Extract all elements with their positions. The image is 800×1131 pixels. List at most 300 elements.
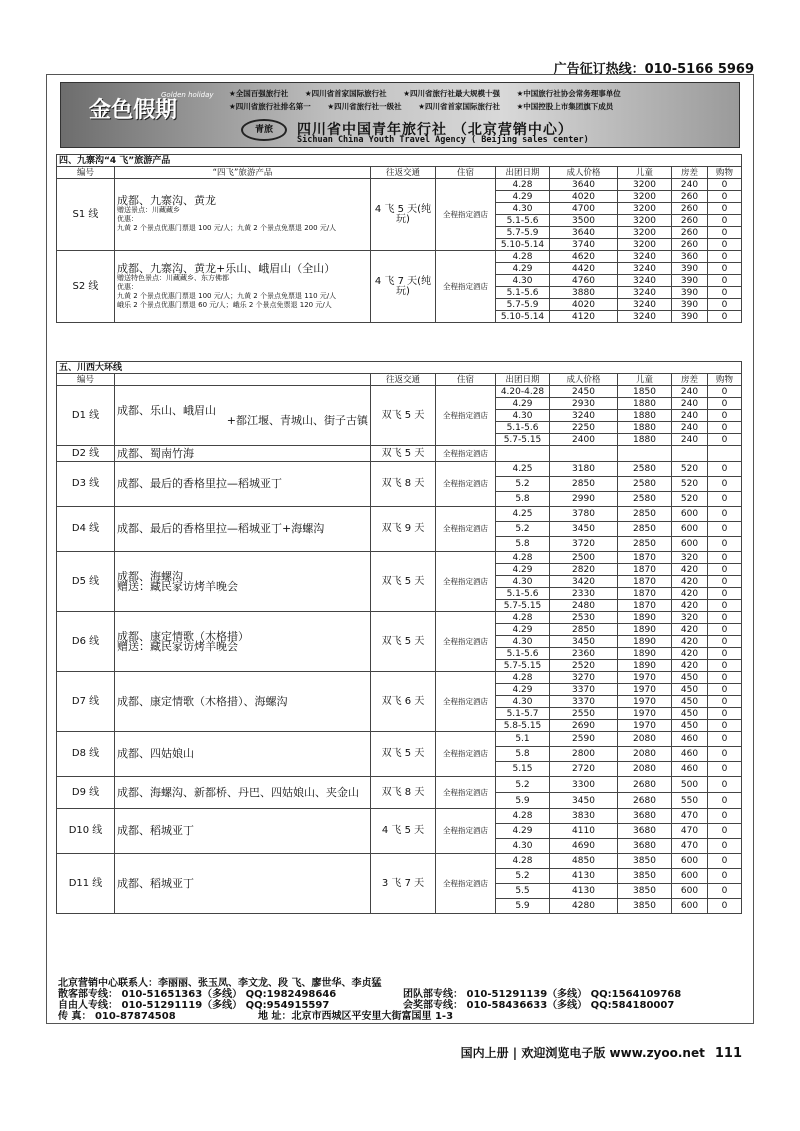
shopping-count: 0 xyxy=(708,884,742,899)
route-code: D11 线 xyxy=(57,854,115,914)
shopping-count: 0 xyxy=(708,227,742,239)
cyts-emblem-icon: 青旅 xyxy=(241,119,287,141)
ebook-link[interactable]: 国内上册 | 欢迎浏览电子版 www.zyoo.net xyxy=(460,1046,705,1060)
retail-hotline: 散客部专线： 010-51651363（多线） QQ:1982498646 xyxy=(58,989,337,1000)
room-difference: 360 xyxy=(672,251,708,263)
table-row xyxy=(57,179,742,191)
departure-date: 4.20-4.28 xyxy=(496,386,550,398)
child-price: 1970 xyxy=(618,708,672,720)
departure-date: 4.30 xyxy=(496,576,550,588)
route-transport: 双飞 6 天 xyxy=(371,672,436,732)
adult-price: 4120 xyxy=(550,311,618,323)
child-price: 1870 xyxy=(618,552,672,564)
shopping-count: 0 xyxy=(708,311,742,323)
adult-price: 4130 xyxy=(550,869,618,884)
shopping-count: 0 xyxy=(708,777,742,793)
room-difference: 450 xyxy=(672,696,708,708)
adult-price: 2800 xyxy=(550,747,618,762)
route-title: 成都、稻城亚丁 xyxy=(117,876,194,890)
route-code: D1 线 xyxy=(57,386,115,446)
table-row xyxy=(57,251,742,263)
child-price: 3680 xyxy=(618,824,672,839)
room-difference: 450 xyxy=(672,708,708,720)
room-difference: 600 xyxy=(672,537,708,552)
departure-date: 4.29 xyxy=(496,624,550,636)
route-stay: 全程指定酒店 xyxy=(436,777,496,809)
col-room-diff-header: 房差 xyxy=(672,167,708,179)
route-note: 优惠： xyxy=(117,215,138,223)
adult-price: 4020 xyxy=(550,191,618,203)
route-title: 成都、康定情歌（木格措） xyxy=(117,629,249,643)
honor-tag: ★四川省旅行社一级社 xyxy=(327,102,402,111)
departure-date: 5.1-5.7 xyxy=(496,708,550,720)
room-difference: 420 xyxy=(672,576,708,588)
table-row xyxy=(57,386,742,398)
route-code: D6 线 xyxy=(57,612,115,672)
golden-holiday-logo: 金色假期 xyxy=(89,97,178,123)
col-code-header: 编号 xyxy=(57,167,115,179)
route-product xyxy=(115,179,371,251)
shopping-count: 0 xyxy=(708,672,742,684)
route-title: 成都、最后的香格里拉—稻城亚丁+海螺沟 xyxy=(117,522,325,535)
route-product xyxy=(115,809,371,854)
child-price: 2850 xyxy=(618,507,672,522)
col-adult-price-header: 成人价格 xyxy=(550,374,618,386)
room-difference: 260 xyxy=(672,215,708,227)
route-stay: 全程指定酒店 xyxy=(436,854,496,914)
room-difference: 470 xyxy=(672,809,708,824)
route-subtitle: +都江堰、青城山、街子古镇 xyxy=(226,413,368,427)
departure-date: 4.28 xyxy=(496,251,550,263)
col-date-header: 出团日期 xyxy=(496,374,550,386)
adult-price: 4620 xyxy=(550,251,618,263)
table-row xyxy=(57,777,742,793)
route-product xyxy=(115,462,371,507)
departure-date: 5.9 xyxy=(496,793,550,809)
adult-price: 3450 xyxy=(550,793,618,809)
route-transport: 双飞 8 天 xyxy=(371,777,436,809)
col-child-header: 儿童 xyxy=(618,374,672,386)
shopping-count: 0 xyxy=(708,612,742,624)
child-price: 3200 xyxy=(618,191,672,203)
room-difference: 460 xyxy=(672,747,708,762)
adult-price: 2820 xyxy=(550,564,618,576)
route-stay: 全程指定酒店 xyxy=(436,732,496,777)
departure-date: 5.2 xyxy=(496,869,550,884)
child-price: 1890 xyxy=(618,660,672,672)
departure-date: 4.29 xyxy=(496,824,550,839)
adult-price: 2990 xyxy=(550,492,618,507)
route-note: 峨乐 2 个景点优惠门票退 60 元/人；峨乐 2 个景点免票退 120 元/人 xyxy=(117,300,332,309)
shopping-count: 0 xyxy=(708,275,742,287)
room-difference: 320 xyxy=(672,612,708,624)
child-price: 3200 xyxy=(618,227,672,239)
honor-tag: ★中国控股上市集团旗下成员 xyxy=(516,102,614,111)
room-difference: 260 xyxy=(672,203,708,215)
shopping-count: 0 xyxy=(708,215,742,227)
room-difference: 470 xyxy=(672,824,708,839)
route-product xyxy=(115,507,371,552)
route-transport: 双飞 8 天 xyxy=(371,462,436,507)
child-price: 1890 xyxy=(618,636,672,648)
child-price: 3240 xyxy=(618,275,672,287)
table-row xyxy=(57,507,742,522)
departure-date: 5.8 xyxy=(496,492,550,507)
adult-price: 2590 xyxy=(550,732,618,747)
contact-footer xyxy=(58,978,742,1022)
room-difference: 600 xyxy=(672,884,708,899)
shopping-count: 0 xyxy=(708,179,742,191)
child-price: 3850 xyxy=(618,869,672,884)
shopping-count: 0 xyxy=(708,287,742,299)
adult-price: 2530 xyxy=(550,612,618,624)
child-price: 1880 xyxy=(618,434,672,446)
honor-tag: ★四川省旅行社排名第一 xyxy=(229,102,311,111)
room-difference: 390 xyxy=(672,311,708,323)
departure-date: 4.29 xyxy=(496,263,550,275)
room-difference: 420 xyxy=(672,636,708,648)
departure-date: 5.8 xyxy=(496,537,550,552)
child-price: 1970 xyxy=(618,672,672,684)
col-product-header: “四飞”旅游产品 xyxy=(115,167,371,179)
room-difference: 520 xyxy=(672,492,708,507)
room-difference: 420 xyxy=(672,564,708,576)
departure-date: 4.30 xyxy=(496,275,550,287)
child-price: 1870 xyxy=(618,576,672,588)
departure-date: 4.29 xyxy=(496,398,550,410)
adult-price: 4690 xyxy=(550,839,618,854)
child-price: 1870 xyxy=(618,588,672,600)
child-price: 3240 xyxy=(618,287,672,299)
route-subtitle: 赠送：藏民家访烤羊晚会 xyxy=(117,579,238,593)
shopping-count: 0 xyxy=(708,747,742,762)
adult-price: 4850 xyxy=(550,854,618,869)
table-row xyxy=(57,809,742,824)
route-transport: 4 飞 5 天 xyxy=(371,809,436,854)
departure-date: 5.2 xyxy=(496,477,550,492)
col-shopping-header: 购物 xyxy=(708,167,742,179)
room-difference: 260 xyxy=(672,191,708,203)
shopping-count: 0 xyxy=(708,239,742,251)
departure-date: 5.7-5.9 xyxy=(496,227,550,239)
departure-date: 5.5 xyxy=(496,884,550,899)
adult-price: 3370 xyxy=(550,684,618,696)
route-transport: 双飞 5 天 xyxy=(371,732,436,777)
adult-price: 4110 xyxy=(550,824,618,839)
room-difference: 470 xyxy=(672,839,708,854)
departure-date: 4.29 xyxy=(496,191,550,203)
col-code-header: 编号 xyxy=(57,374,115,386)
child-price: 1970 xyxy=(618,696,672,708)
route-stay: 全程指定酒店 xyxy=(436,386,496,446)
departure-date xyxy=(496,446,550,462)
adult-price: 2360 xyxy=(550,648,618,660)
route-code: D10 线 xyxy=(57,809,115,854)
west-sichuan-table xyxy=(56,361,742,914)
route-code: D5 线 xyxy=(57,552,115,612)
route-title: 成都、海螺沟 xyxy=(117,569,183,583)
adult-price: 3500 xyxy=(550,215,618,227)
departure-date: 5.8 xyxy=(496,747,550,762)
room-difference: 600 xyxy=(672,507,708,522)
shopping-count: 0 xyxy=(708,422,742,434)
shopping-count: 0 xyxy=(708,824,742,839)
adult-price: 4020 xyxy=(550,299,618,311)
route-transport: 双飞 9 天 xyxy=(371,507,436,552)
departure-date: 5.15 xyxy=(496,762,550,777)
route-note: 优惠： xyxy=(117,282,138,291)
contact-people: 北京营销中心联系人：李丽丽、张玉凤、李文龙、段 飞、廖世华、李贞猛 xyxy=(58,978,382,989)
adult-price xyxy=(550,446,618,462)
adult-price: 3780 xyxy=(550,507,618,522)
child-price: 1890 xyxy=(618,648,672,660)
adult-price: 3640 xyxy=(550,227,618,239)
child-price: 1970 xyxy=(618,684,672,696)
route-title: 成都、康定情歌（木格措）、海螺沟 xyxy=(117,694,288,708)
col-product-header xyxy=(115,374,371,386)
route-product xyxy=(115,777,371,809)
adult-price: 2250 xyxy=(550,422,618,434)
child-price: 1890 xyxy=(618,624,672,636)
shopping-count: 0 xyxy=(708,809,742,824)
adult-price: 2850 xyxy=(550,624,618,636)
room-difference: 550 xyxy=(672,793,708,809)
room-difference: 420 xyxy=(672,588,708,600)
shopping-count: 0 xyxy=(708,708,742,720)
route-stay: 全程指定酒店 xyxy=(436,446,496,462)
adult-price: 3720 xyxy=(550,537,618,552)
col-transport-header: 往返交通 xyxy=(371,167,436,179)
departure-date: 5.1-5.6 xyxy=(496,648,550,660)
table-row xyxy=(57,462,742,477)
route-product xyxy=(115,386,371,446)
shopping-count: 0 xyxy=(708,507,742,522)
col-child-header: 儿童 xyxy=(618,167,672,179)
room-difference: 320 xyxy=(672,552,708,564)
child-price: 3240 xyxy=(618,263,672,275)
table-row xyxy=(57,552,742,564)
room-difference: 240 xyxy=(672,398,708,410)
col-transport-header: 往返交通 xyxy=(371,374,436,386)
shopping-count: 0 xyxy=(708,263,742,275)
departure-date: 5.9 xyxy=(496,899,550,914)
child-price: 1970 xyxy=(618,720,672,732)
adult-price: 3180 xyxy=(550,462,618,477)
adult-price: 3370 xyxy=(550,696,618,708)
child-price: 2080 xyxy=(618,732,672,747)
adult-price: 2690 xyxy=(550,720,618,732)
room-difference: 520 xyxy=(672,462,708,477)
route-title: 成都、九寨沟、黄龙 xyxy=(117,194,216,207)
adult-price: 3740 xyxy=(550,239,618,251)
shopping-count xyxy=(708,446,742,462)
departure-date: 5.1 xyxy=(496,732,550,747)
mice-hotline: 会奖部专线： 010-58436633（多线） QQ:584180007 xyxy=(403,1000,675,1011)
adult-price: 3300 xyxy=(550,777,618,793)
room-difference: 420 xyxy=(672,624,708,636)
honor-tag: ★四川省旅行社最大规模十强 xyxy=(403,89,500,98)
shopping-count: 0 xyxy=(708,854,742,869)
route-transport: 双飞 5 天 xyxy=(371,552,436,612)
child-price: 1880 xyxy=(618,410,672,422)
adult-price: 2330 xyxy=(550,588,618,600)
section-title: 五、川西大环线 xyxy=(57,362,742,374)
child-price: 2080 xyxy=(618,762,672,777)
office-address: 地 址：北京市西城区平安里大街富国里 1-3 xyxy=(258,1011,454,1022)
honor-tags xyxy=(229,87,739,113)
adult-price: 4420 xyxy=(550,263,618,275)
route-title: 成都、稻城亚丁 xyxy=(117,824,194,837)
room-difference: 600 xyxy=(672,899,708,914)
route-transport: 3 飞 7 天 xyxy=(371,854,436,914)
departure-date: 4.30 xyxy=(496,203,550,215)
route-stay: 全程指定酒店 xyxy=(436,251,496,323)
adult-price: 2720 xyxy=(550,762,618,777)
col-date-header: 出团日期 xyxy=(496,167,550,179)
departure-date: 5.7-5.15 xyxy=(496,434,550,446)
shopping-count: 0 xyxy=(708,720,742,732)
shopping-count: 0 xyxy=(708,537,742,552)
shopping-count: 0 xyxy=(708,477,742,492)
honor-tag: ★四川省首家国际旅行社 xyxy=(304,89,387,98)
shopping-count: 0 xyxy=(708,203,742,215)
free-travel-hotline: 自由人专线： 010-51291119（多线） QQ:954915597 xyxy=(58,1000,330,1011)
route-product xyxy=(115,552,371,612)
shopping-count: 0 xyxy=(708,492,742,507)
child-price: 2850 xyxy=(618,522,672,537)
room-difference: 390 xyxy=(672,263,708,275)
route-transport: 4 飞 5 天(纯玩) xyxy=(371,179,436,251)
shopping-count: 0 xyxy=(708,386,742,398)
adult-price: 2930 xyxy=(550,398,618,410)
child-price: 1880 xyxy=(618,398,672,410)
room-difference: 420 xyxy=(672,660,708,672)
shopping-count: 0 xyxy=(708,793,742,809)
shopping-count: 0 xyxy=(708,191,742,203)
room-difference: 460 xyxy=(672,732,708,747)
shopping-count: 0 xyxy=(708,588,742,600)
departure-date: 4.30 xyxy=(496,839,550,854)
child-price: 3240 xyxy=(618,251,672,263)
agency-banner xyxy=(60,82,740,148)
child-price: 3200 xyxy=(618,203,672,215)
adult-price: 4280 xyxy=(550,899,618,914)
child-price: 1870 xyxy=(618,564,672,576)
adult-price: 3640 xyxy=(550,179,618,191)
route-title: 成都、乐山、峨眉山 xyxy=(117,403,216,417)
departure-date: 4.28 xyxy=(496,854,550,869)
adult-price: 2550 xyxy=(550,708,618,720)
room-difference: 390 xyxy=(672,299,708,311)
departure-date: 4.30 xyxy=(496,636,550,648)
section-title: 四、九寨沟“4 飞”旅游产品 xyxy=(57,155,742,167)
departure-date: 4.28 xyxy=(496,552,550,564)
shopping-count: 0 xyxy=(708,624,742,636)
route-product xyxy=(115,854,371,914)
departure-date: 5.7-5.15 xyxy=(496,600,550,612)
shopping-count: 0 xyxy=(708,732,742,747)
room-difference: 460 xyxy=(672,762,708,777)
route-code: D9 线 xyxy=(57,777,115,809)
honor-tag: ★全国百强旅行社 xyxy=(229,89,289,98)
child-price: 3680 xyxy=(618,809,672,824)
shopping-count: 0 xyxy=(708,299,742,311)
adult-price: 2850 xyxy=(550,477,618,492)
col-stay-header: 住宿 xyxy=(436,374,496,386)
departure-date: 4.29 xyxy=(496,684,550,696)
route-title: 成都、九寨沟、黄龙+乐山、峨眉山（全山） xyxy=(117,261,336,275)
shopping-count: 0 xyxy=(708,576,742,588)
room-difference: 450 xyxy=(672,720,708,732)
child-price: 3240 xyxy=(618,311,672,323)
table-row xyxy=(57,672,742,684)
departure-date: 5.1-5.6 xyxy=(496,287,550,299)
adult-price: 4700 xyxy=(550,203,618,215)
agency-name-cn: 四川省中国青年旅行社 （北京营销中心） xyxy=(297,122,573,138)
route-product xyxy=(115,672,371,732)
shopping-count: 0 xyxy=(708,552,742,564)
adult-price: 3450 xyxy=(550,522,618,537)
child-price: 2580 xyxy=(618,477,672,492)
jiuzhaigou-table xyxy=(56,154,742,323)
route-stay: 全程指定酒店 xyxy=(436,672,496,732)
room-difference: 500 xyxy=(672,777,708,793)
route-title: 成都、海螺沟、新都桥、丹巴、四姑娘山、夹金山 xyxy=(117,785,359,799)
child-price: 3200 xyxy=(618,239,672,251)
adult-price: 2450 xyxy=(550,386,618,398)
child-price: 1880 xyxy=(618,422,672,434)
fax-number: 传 真： 010-87874508 xyxy=(58,1011,176,1022)
page-footer xyxy=(461,1044,742,1061)
route-product xyxy=(115,446,371,462)
room-difference: 260 xyxy=(672,227,708,239)
room-difference: 240 xyxy=(672,422,708,434)
shopping-count: 0 xyxy=(708,648,742,660)
table-row xyxy=(57,612,742,624)
child-price: 3240 xyxy=(618,299,672,311)
route-stay: 全程指定酒店 xyxy=(436,552,496,612)
route-subtitle: 赠送：藏民家访烤羊晚会 xyxy=(117,639,238,653)
shopping-count: 0 xyxy=(708,636,742,648)
route-transport: 双飞 5 天 xyxy=(371,446,436,462)
child-price: 1850 xyxy=(618,386,672,398)
shopping-count: 0 xyxy=(708,600,742,612)
child-price: 3850 xyxy=(618,884,672,899)
route-transport: 双飞 5 天 xyxy=(371,386,436,446)
honor-tag: ★四川省首家国际旅行社 xyxy=(418,102,500,111)
departure-date: 5.1-5.6 xyxy=(496,215,550,227)
room-difference: 390 xyxy=(672,287,708,299)
shopping-count: 0 xyxy=(708,839,742,854)
departure-date: 4.28 xyxy=(496,179,550,191)
shopping-count: 0 xyxy=(708,660,742,672)
departure-date: 4.30 xyxy=(496,410,550,422)
departure-date: 4.28 xyxy=(496,809,550,824)
adult-price: 3450 xyxy=(550,636,618,648)
departure-date: 5.7-5.9 xyxy=(496,299,550,311)
route-code: D4 线 xyxy=(57,507,115,552)
departure-date: 4.25 xyxy=(496,462,550,477)
adult-price: 3880 xyxy=(550,287,618,299)
shopping-count: 0 xyxy=(708,762,742,777)
adult-price: 4130 xyxy=(550,884,618,899)
adult-price: 3830 xyxy=(550,809,618,824)
room-difference: 390 xyxy=(672,275,708,287)
child-price: 2580 xyxy=(618,462,672,477)
child-price: 3850 xyxy=(618,854,672,869)
child-price: 1870 xyxy=(618,600,672,612)
shopping-count: 0 xyxy=(708,434,742,446)
